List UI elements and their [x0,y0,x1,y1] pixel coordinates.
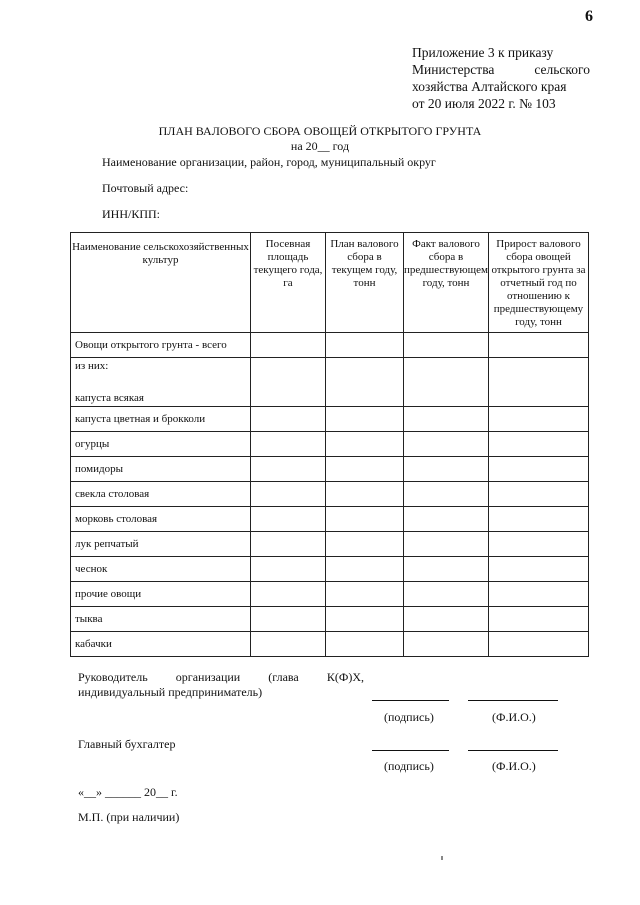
appendix-line-2 [412,61,590,78]
cell-input[interactable] [326,582,404,607]
cell-input[interactable] [404,457,489,482]
cell-input[interactable] [251,482,326,507]
row-label-carrot: морковь столовая [71,507,251,532]
head-of-organization-label [78,670,364,700]
table-row [71,333,589,358]
table-row [71,607,589,632]
cell-input[interactable] [489,632,589,657]
document-title: ПЛАН ВАЛОВОГО СБОРА ОВОЩЕЙ ОТКРЫТОГО ГРУНТА [158,124,482,138]
cell-input[interactable] [404,482,489,507]
table-row [71,457,589,482]
cell-input[interactable] [326,507,404,532]
scan-mark [441,856,443,860]
cell-input[interactable] [489,607,589,632]
cell-input[interactable] [489,333,589,358]
cell-input[interactable] [251,532,326,557]
cell-input[interactable] [489,557,589,582]
row-label-cabbage [71,358,251,407]
cell-input[interactable] [326,557,404,582]
chief-accountant-label: Главный бухгалтер [78,737,176,751]
header-sown-area: Посевная площадь текущего года, га [251,233,326,333]
row-label-garlic: чеснок [71,557,251,582]
cell-input[interactable] [251,457,326,482]
row-label-pumpkin: тыква [71,607,251,632]
accountant-name-line[interactable] [468,750,558,751]
cell-input[interactable] [326,482,404,507]
cell-input[interactable] [404,358,489,407]
appendix-line-2-left: Министерства [412,62,495,77]
cell-input[interactable] [251,432,326,457]
appendix-line-1: Приложение 3 к приказу [412,45,554,60]
table-header-row [71,233,589,333]
cell-input[interactable] [489,407,589,432]
cell-input[interactable] [326,632,404,657]
cell-input[interactable] [251,358,326,407]
cell-input[interactable] [489,457,589,482]
cell-input[interactable] [251,333,326,358]
row-label-cauliflower: капуста цветная и брокколи [71,407,251,432]
appendix-line-2-right: сельского [534,62,590,77]
table-row [71,482,589,507]
head-label-line-2: индивидуальный предприниматель) [78,685,263,699]
head-signature-line[interactable] [372,700,449,701]
cell-input[interactable] [489,507,589,532]
cell-input[interactable] [489,582,589,607]
head-word-3: (глава [268,670,299,684]
head-name-caption: (Ф.И.О.) [492,710,536,724]
organization-label: Наименование организации, район, город, муниципальный округ [102,155,436,169]
table-row [71,407,589,432]
row-label-cucumbers: огурцы [71,432,251,457]
table-row [71,582,589,607]
accountant-signature-line[interactable] [372,750,449,751]
row-label-other: прочие овощи [71,582,251,607]
cell-input[interactable] [404,582,489,607]
cell-input[interactable] [404,432,489,457]
harvest-plan-table [70,232,589,657]
table-row [71,632,589,657]
cell-input[interactable] [326,333,404,358]
table-row [71,532,589,557]
cell-input[interactable] [326,532,404,557]
row-label-total: Овощи открытого грунта - всего [71,333,251,358]
appendix-line-3: хозяйства Алтайского края [412,79,567,94]
cell-input[interactable] [489,482,589,507]
cell-input[interactable] [251,607,326,632]
head-label-line-1 [78,670,364,685]
cell-input[interactable] [489,432,589,457]
accountant-signature-caption: (подпись) [384,759,434,773]
table-row [71,557,589,582]
cell-input[interactable] [326,358,404,407]
head-name-line[interactable] [468,700,558,701]
appendix-reference [412,44,590,112]
cell-input[interactable] [251,507,326,532]
accountant-name-caption: (Ф.И.О.) [492,759,536,773]
cell-input[interactable] [404,507,489,532]
row-label-onion: лук репчатый [71,532,251,557]
appendix-line-4: от 20 июля 2022 г. № 103 [412,96,556,111]
cell-input[interactable] [404,333,489,358]
document-subtitle: на 20__ год [290,139,350,153]
cell-input[interactable] [326,432,404,457]
head-word-4: К(Ф)Х, [326,670,364,684]
page-number: 6 [585,8,593,25]
row-label-beetroot: свекла столовая [71,482,251,507]
row-label-zucchini: кабачки [71,632,251,657]
address-label: Почтовый адрес: [102,181,189,195]
header-growth: Прирост валового сбора овощей открытого грунта за отчетный год по отношению к предшествующему году, тонн [489,233,589,333]
cell-input[interactable] [251,407,326,432]
cell-input[interactable] [404,407,489,432]
date-line: «__» ______ 20__ г. [78,785,178,799]
cell-input[interactable] [326,607,404,632]
cell-input[interactable] [489,532,589,557]
cell-input[interactable] [404,532,489,557]
cell-input[interactable] [404,632,489,657]
table-row [71,507,589,532]
cell-input[interactable] [404,607,489,632]
seal-label: М.П. (при наличии) [78,810,180,824]
cell-input[interactable] [326,407,404,432]
row-label-of-which: из них: [75,360,109,372]
header-fact-harvest: Факт валового сбора в предшествующем году, тонн [404,233,489,333]
cell-input[interactable] [326,457,404,482]
row-label-tomatoes: помидоры [71,457,251,482]
head-word-1: Руководитель [78,670,148,684]
table-row [71,358,589,407]
inn-kpp-label: ИНН/КПП: [102,207,161,221]
cell-input[interactable] [251,632,326,657]
cell-input[interactable] [251,582,326,607]
table-row [71,432,589,457]
header-crop-name: Наименование сельскохозяйственных культур [71,233,251,333]
cell-input[interactable] [489,358,589,407]
header-plan-harvest: План валового сбора в текущем году, тонн [326,233,404,333]
head-signature-caption: (подпись) [384,710,434,724]
row-label-cabbage-text: капуста всякая [75,392,144,404]
cell-input[interactable] [404,557,489,582]
head-word-2: организации [175,670,241,684]
cell-input[interactable] [251,557,326,582]
